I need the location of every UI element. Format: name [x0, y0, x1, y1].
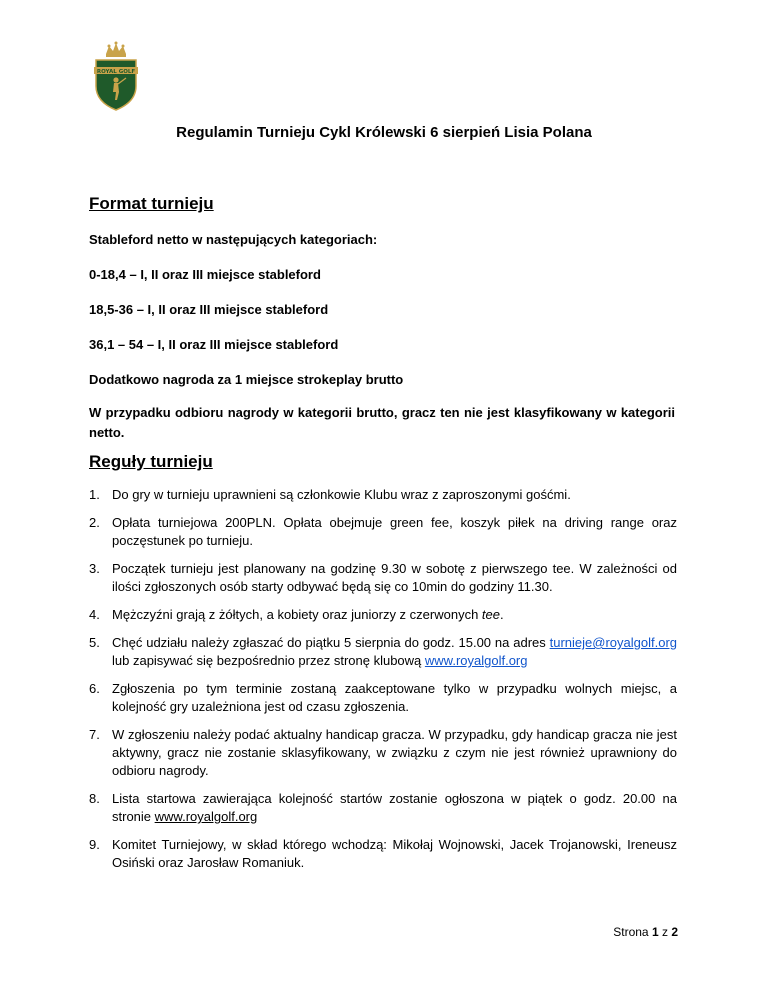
page-total: 2 [671, 925, 678, 939]
logo-text: ROYAL GOLF [96, 69, 136, 75]
page-number: 1 [651, 925, 659, 939]
item-text: W zgłoszeniu należy podać aktualny handicap gracza. W przypadku, gdy handicap gracza nie jest aktywny, gracz nie zostanie sklasyfikowany, w związku z czym nie jest również uprawniony do odbioru nagrody. [112, 727, 677, 778]
list-item [89, 634, 677, 670]
item-number: 9. [89, 837, 100, 852]
list-item [89, 606, 677, 624]
crest-icon [90, 40, 142, 112]
item-text: Komitet Turniejowy, w skład którego wchodzą: Mikołaj Wojnowski, Jacek Trojanowski, Ireneusz Osiński oraz Jarosław Romaniuk. [112, 837, 677, 870]
format-line: 18,5-36 – I, II oraz III miejsce stableford [89, 302, 329, 317]
footer-label: Strona [613, 925, 649, 939]
format-note: W przypadku odbioru nagrody w kategorii brutto, gracz ten nie jest klasyfikowany w kategorii netto. [89, 405, 675, 440]
list-item [89, 514, 677, 550]
item-text: Do gry w turnieju uprawnieni są członkowie Klubu wraz z zaproszonymi gośćmi. [112, 487, 571, 502]
list-item [89, 680, 677, 716]
item-text: Lista startowa zawierająca kolejność startów zostanie ogłoszona w piątek o godz. 20.00 na stronie [112, 791, 677, 824]
item-text: Początek turnieju jest planowany na godzinę 9.30 w sobotę z pierwszego tee. W zależności od ilości zgłoszonych osób starty odbywać będą się co 10min do godziny 11.30. [112, 561, 677, 594]
item-text: lub zapisywać się bezpośrednio przez stronę klubową [112, 653, 425, 668]
item-text: Mężczyźni grają z żółtych, a kobiety oraz juniorzy z czerwonych [112, 607, 482, 622]
item-number: 6. [89, 681, 100, 696]
footer-separator: z [661, 925, 668, 939]
club-logo [90, 40, 142, 112]
list-item [89, 486, 677, 504]
list-item [89, 790, 677, 826]
list-item [89, 726, 677, 780]
website-link[interactable]: www.royalgolf.org [424, 653, 528, 668]
website-link[interactable]: www.royalgolf.org [154, 809, 258, 824]
item-text-italic: tee [481, 607, 500, 622]
format-heading: Format turnieju [89, 194, 214, 213]
item-number: 2. [89, 515, 100, 530]
item-text: Chęć udziału należy zgłaszać do piątku 5 sierpnia do godz. 15.00 na adres [112, 635, 550, 650]
item-text: Zgłoszenia po tym terminie zostaną zaakceptowane tylko w przypadku wolnych miejsc, a kolejność gry uzależniona jest od czasu zgłoszenia. [112, 681, 677, 714]
item-number: 1. [89, 487, 100, 502]
list-item [89, 836, 677, 872]
item-number: 4. [89, 607, 100, 622]
email-link[interactable]: turnieje@royalgolf.org [549, 635, 677, 650]
rules-heading: Reguły turnieju [89, 452, 213, 471]
item-number: 3. [89, 561, 100, 576]
item-text: . [500, 607, 504, 622]
item-number: 8. [89, 791, 100, 806]
page-footer [613, 925, 678, 939]
item-number: 5. [89, 635, 100, 650]
item-number: 7. [89, 727, 100, 742]
format-line: Stableford netto w następujących kategoriach: [89, 232, 378, 247]
item-text: Opłata turniejowa 200PLN. Opłata obejmuje green fee, koszyk piłek na driving range oraz poczęstunek po turnieju. [112, 515, 677, 548]
rules-list [89, 486, 677, 882]
format-line: 36,1 – 54 – I, II oraz III miejsce stableford [89, 337, 339, 352]
document-title: Regulamin Turnieju Cykl Królewski 6 sierpień Lisia Polana [176, 124, 592, 141]
format-line: 0-18,4 – I, II oraz III miejsce stableford [89, 267, 321, 282]
list-item [89, 560, 677, 596]
format-line: Dodatkowo nagroda za 1 miejsce strokeplay brutto [89, 372, 404, 387]
